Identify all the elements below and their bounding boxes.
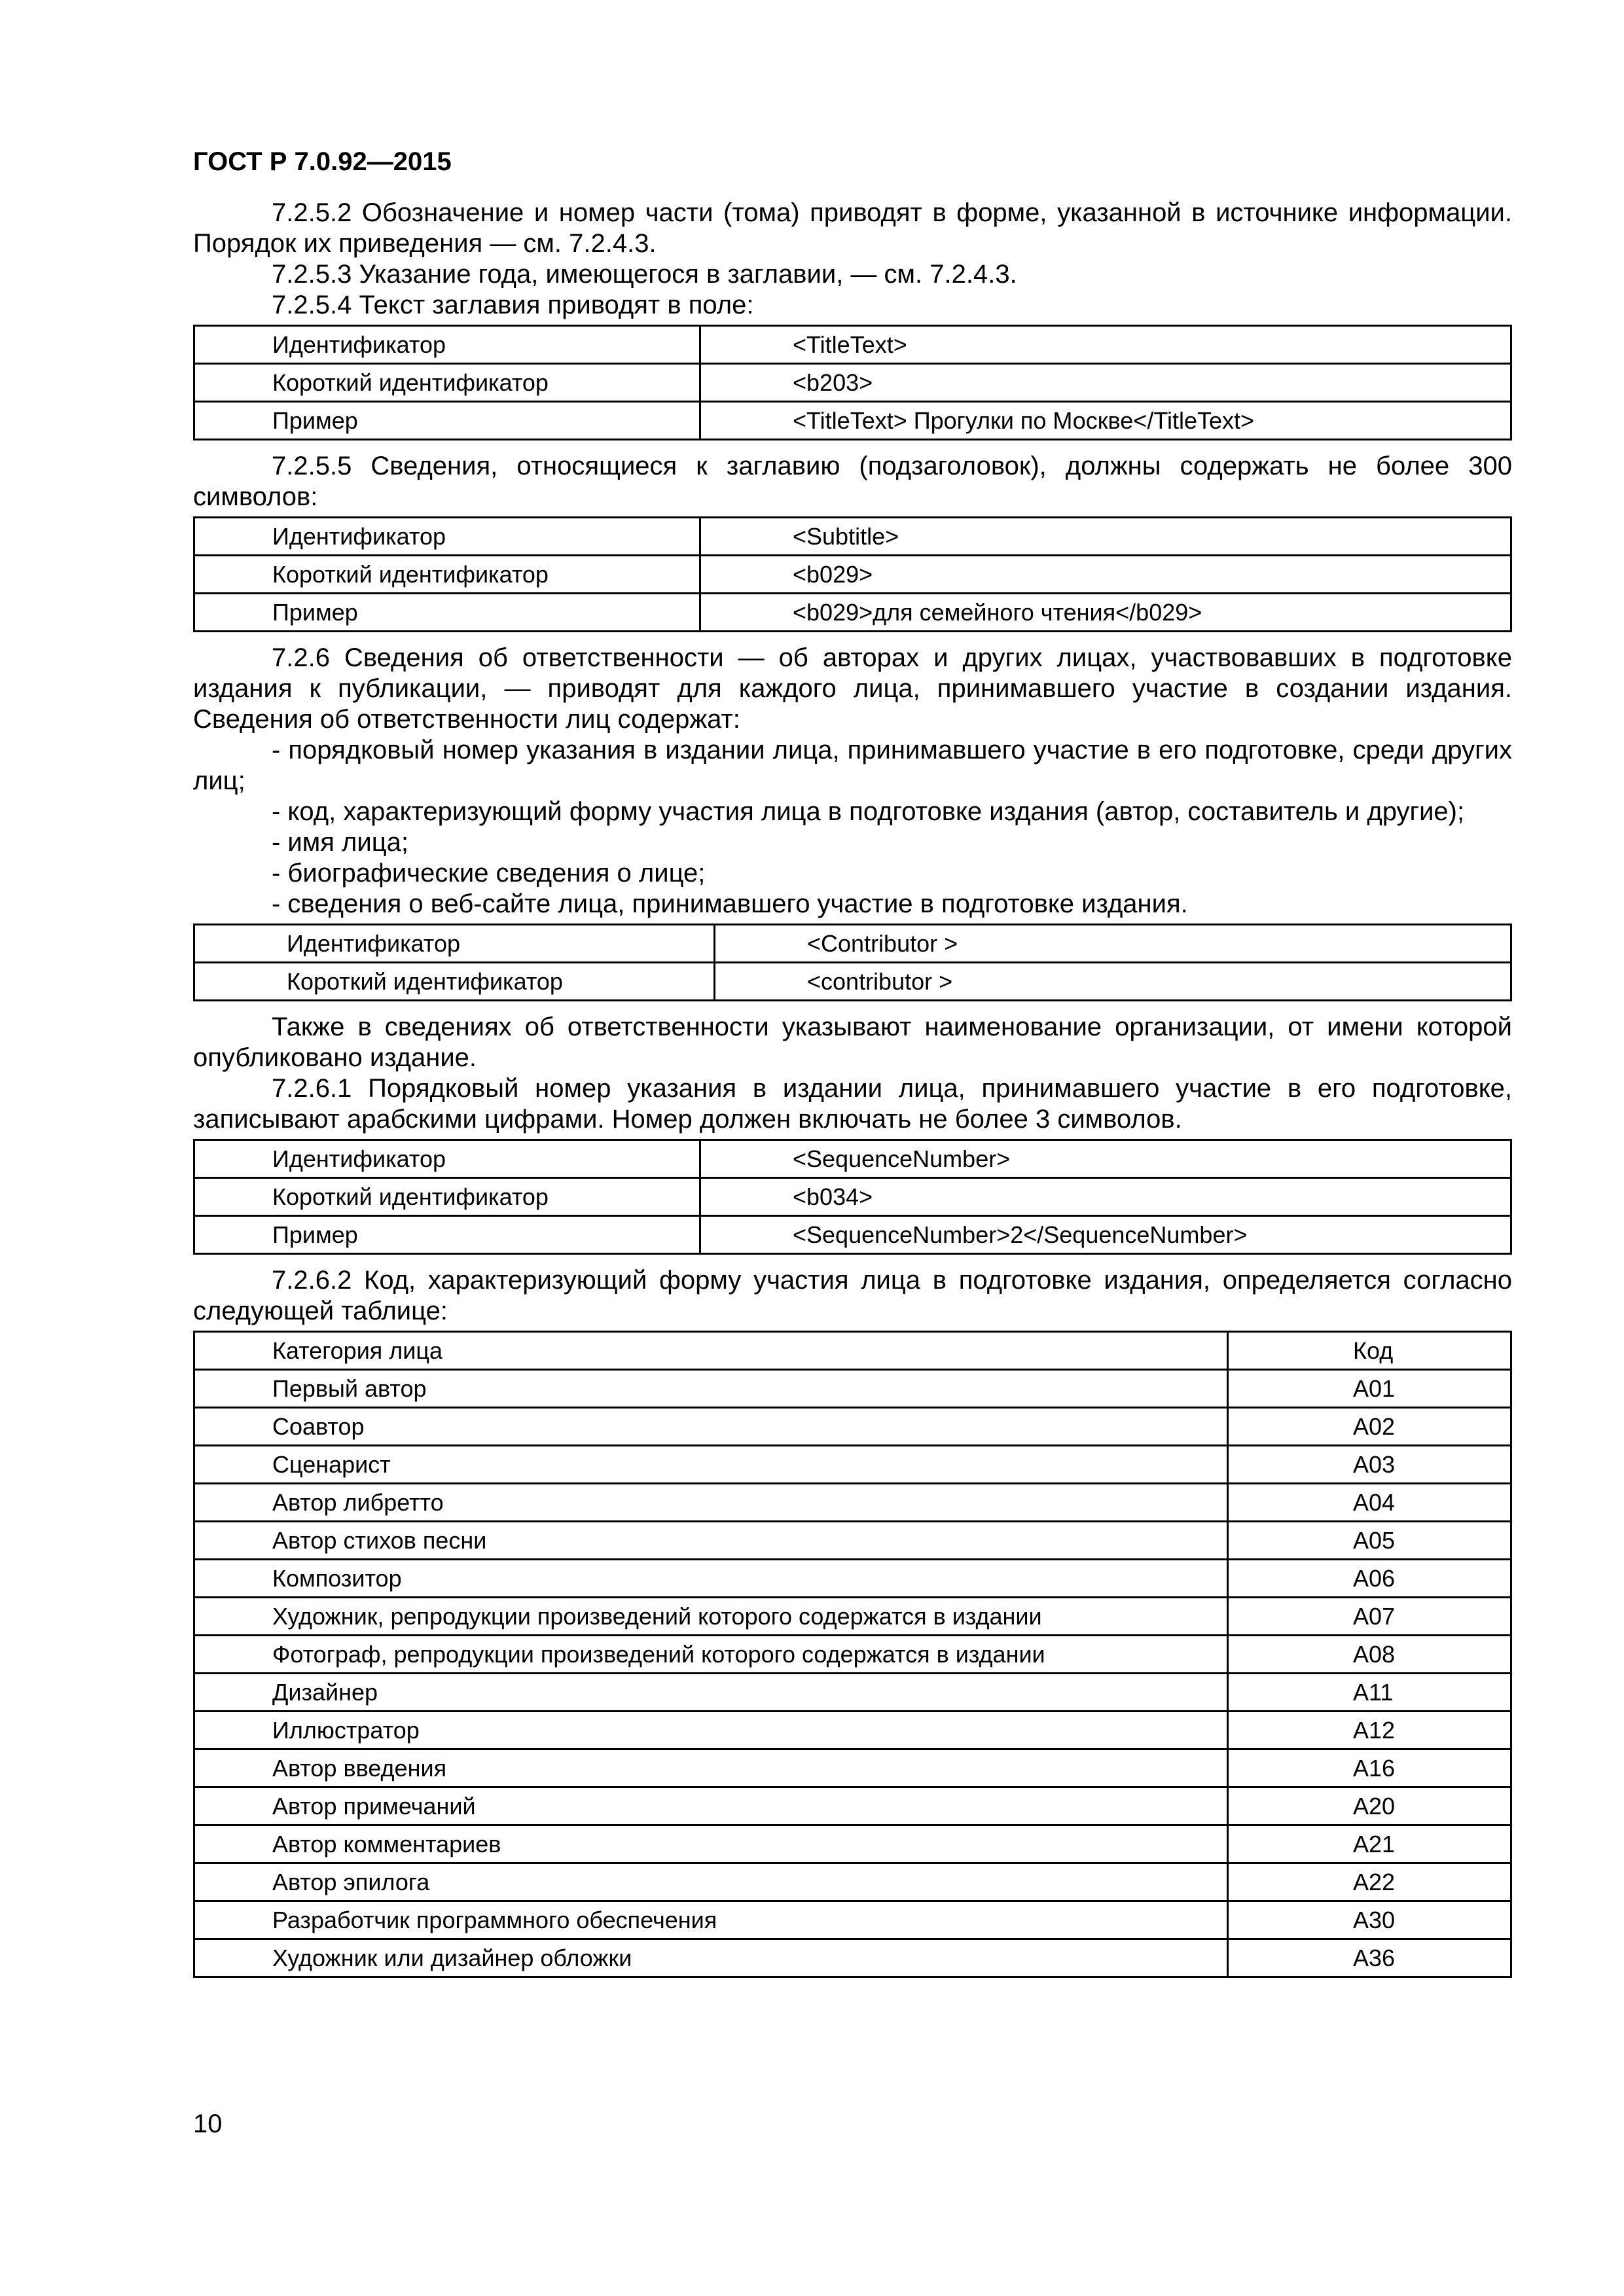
table-cell: Короткий идентификатор <box>194 364 700 402</box>
table-cell: A20 <box>1228 1787 1511 1825</box>
table-row <box>194 1408 1511 1446</box>
table-row <box>194 1560 1511 1598</box>
table-cell: A11 <box>1228 1674 1511 1712</box>
table-cell: Короткий идентификатор <box>194 1178 700 1216</box>
codes-table-body <box>194 1332 1511 1977</box>
table-cell: Сценарист <box>194 1446 1228 1484</box>
table-subtitle <box>193 516 1512 632</box>
table-cell: <b029>для семейного чтения</b029> <box>700 594 1511 632</box>
table-cell: <b203> <box>700 364 1511 402</box>
table-row <box>194 402 1511 440</box>
table-cell: <Contributor > <box>715 925 1511 963</box>
table-cell: Автор комментариев <box>194 1825 1228 1863</box>
table-cell: A36 <box>1228 1939 1511 1977</box>
table-row <box>194 1939 1511 1977</box>
table-cell: Автор примечаний <box>194 1787 1228 1825</box>
list-item: - сведения о веб-сайте лица, принимавшего участие в подготовке издания. <box>272 889 1188 918</box>
table-cell: Разработчик программного обеспечения <box>194 1901 1228 1939</box>
table-cell: Автор стихов песни <box>194 1522 1228 1560</box>
table-contributor-codes <box>193 1331 1512 1978</box>
table-row <box>194 1370 1511 1408</box>
table-row <box>194 1712 1511 1749</box>
table-row <box>194 1140 1511 1178</box>
table-row <box>194 1787 1511 1825</box>
table-cell: <Subtitle> <box>700 518 1511 556</box>
table-row <box>194 326 1511 364</box>
table-row <box>194 1216 1511 1254</box>
table-row <box>194 1446 1511 1484</box>
paragraph-organization: Также в сведениях об ответственности указывают наименование организации, от имени которой опубликовано издание. <box>193 1013 1512 1072</box>
table-cell: A16 <box>1228 1749 1511 1787</box>
table-row <box>194 1863 1511 1901</box>
table-cell: A12 <box>1228 1712 1511 1749</box>
table-cell: Дизайнер <box>194 1674 1228 1712</box>
table-row <box>194 1825 1511 1863</box>
table-cell: Идентификатор <box>194 326 700 364</box>
table-sequence-number <box>193 1139 1512 1255</box>
table-cell: Соавтор <box>194 1408 1228 1446</box>
page-number: 10 <box>193 2109 223 2138</box>
table-cell: Автор введения <box>194 1749 1228 1787</box>
document-page <box>193 144 1512 1988</box>
table-row <box>194 1636 1511 1674</box>
paragraph-7-2-5-4: 7.2.5.4 Текст заглавия приводят в поле: <box>272 291 754 319</box>
table-cell: Идентификатор <box>194 518 700 556</box>
table-header-row <box>194 1332 1511 1370</box>
table-row <box>194 1674 1511 1712</box>
table-cell: Композитор <box>194 1560 1228 1598</box>
table-row <box>194 1598 1511 1636</box>
table-row <box>194 1901 1511 1939</box>
list-item: - имя лица; <box>272 828 409 857</box>
table-row <box>194 1178 1511 1216</box>
table-cell: Фотограф, репродукции произведений которого содержатся в издании <box>194 1636 1228 1674</box>
table-cell: A04 <box>1228 1484 1511 1522</box>
table-cell: A02 <box>1228 1408 1511 1446</box>
table-contributor <box>193 924 1512 1001</box>
table-cell: Пример <box>194 594 700 632</box>
paragraph-7-2-6-2: 7.2.6.2 Код, характеризующий форму участия лица в подготовке издания, определяется согласно следующей таблице: <box>193 1266 1512 1325</box>
table-cell: A05 <box>1228 1522 1511 1560</box>
table-cell: <TitleText> Прогулки по Москве</TitleText> <box>700 402 1511 440</box>
table-row <box>194 594 1511 632</box>
table-cell: Автор либретто <box>194 1484 1228 1522</box>
paragraph-7-2-5-3: 7.2.5.3 Указание года, имеющегося в заглавии, — см. 7.2.4.3. <box>272 260 1017 289</box>
paragraph-7-2-6-1: 7.2.6.1 Порядковый номер указания в издании лица, принимавшего участие в его подготовке, записывают арабскими цифрами. Номер должен включать не более 3 символов. <box>193 1074 1512 1134</box>
table-cell: Автор эпилога <box>194 1863 1228 1901</box>
table-cell: Категория лица <box>194 1332 1228 1370</box>
table-cell: <contributor > <box>715 963 1511 1001</box>
table-cell: A08 <box>1228 1636 1511 1674</box>
table-cell: <TitleText> <box>700 326 1511 364</box>
table-row <box>194 556 1511 594</box>
table-cell: <b034> <box>700 1178 1511 1216</box>
table-cell: Идентификатор <box>194 1140 700 1178</box>
table-cell: Идентификатор <box>194 925 715 963</box>
paragraph-7-2-5-5: 7.2.5.5 Сведения, относящиеся к заглавию (подзаголовок), должны содержать не более 300 символов: <box>193 452 1512 511</box>
table-cell: Короткий идентификатор <box>194 963 715 1001</box>
table-row <box>194 963 1511 1001</box>
table-cell: <SequenceNumber>2</SequenceNumber> <box>700 1216 1511 1254</box>
table-row <box>194 1484 1511 1522</box>
table-cell: Пример <box>194 1216 700 1254</box>
table-row <box>194 925 1511 963</box>
table-cell: A07 <box>1228 1598 1511 1636</box>
list-item: - код, характеризующий форму участия лица в подготовке издания (автор, составитель и другие); <box>272 797 1465 826</box>
table-row <box>194 518 1511 556</box>
table-cell: A06 <box>1228 1560 1511 1598</box>
table-cell: Художник, репродукции произведений которого содержатся в издании <box>194 1598 1228 1636</box>
table-cell: A30 <box>1228 1901 1511 1939</box>
list-item: - порядковый номер указания в издании лица, принимавшего участие в его подготовке, среди других лиц; <box>193 736 1512 795</box>
paragraph-7-2-6: 7.2.6 Сведения об ответственности — об авторах и других лицах, участвовавших в подготовке издания к публикации, — приводят для каждого лица, принимавшего участие в создании издания. Сведения об ответственности лиц содержат: <box>193 643 1512 734</box>
table-cell: A22 <box>1228 1863 1511 1901</box>
table-cell: Художник или дизайнер обложки <box>194 1939 1228 1977</box>
table-row <box>194 1522 1511 1560</box>
document-header: ГОСТ Р 7.0.92—2015 <box>193 147 452 176</box>
table-cell: A03 <box>1228 1446 1511 1484</box>
table-cell: Первый автор <box>194 1370 1228 1408</box>
paragraph-7-2-5-2: 7.2.5.2 Обозначение и номер части (тома) приводят в форме, указанной в источнике информации. Порядок их приведения — см. 7.2.4.3. <box>193 198 1512 258</box>
table-cell: <b029> <box>700 556 1511 594</box>
table-cell: Короткий идентификатор <box>194 556 700 594</box>
table-cell: Код <box>1228 1332 1511 1370</box>
table-title-text <box>193 325 1512 440</box>
table-cell: Пример <box>194 402 700 440</box>
table-cell: A01 <box>1228 1370 1511 1408</box>
table-row <box>194 364 1511 402</box>
table-cell: A21 <box>1228 1825 1511 1863</box>
table-cell: <SequenceNumber> <box>700 1140 1511 1178</box>
list-item: - биографические сведения о лице; <box>272 859 706 888</box>
table-cell: Иллюстратор <box>194 1712 1228 1749</box>
table-row <box>194 1749 1511 1787</box>
